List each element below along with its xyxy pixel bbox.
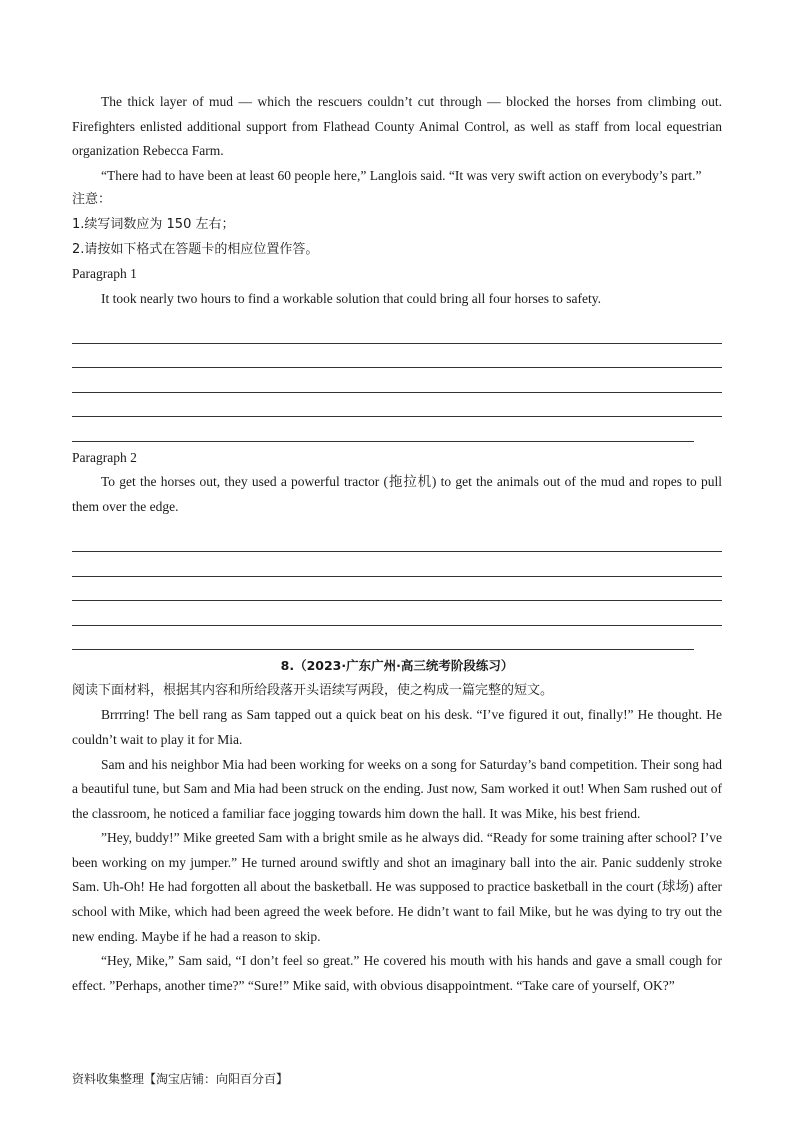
writing-line (72, 368, 722, 393)
question-8-instruction: 阅读下面材料，根据其内容和所给段落开头语续写两段，使之构成一篇完整的短文。 (72, 682, 554, 698)
paragraph2-starter: To get the horses out, they used a powerful tractor (拖拉机) to get the animals out of the mud and ropes to pull them over the edge. (72, 474, 722, 515)
writing-line (72, 344, 722, 369)
story-paragraph-cough: “Hey, Mike,” Sam said, “I don’t feel so great.” He covered his mouth with his hands and gave a small cough for effect. ”Perhaps, another time?” “Sure!” Mike said, with obvious disappointment. “Take care of yourself, OK?” (72, 953, 722, 993)
passage-paragraph-mud: The thick layer of mud — which the rescuers couldn’t cut through — blocked the horses from climbing out. Firefighters enlisted additional support from Flathead County Animal Control, as well as staff from local equestrian organization Rebecca Farm. (72, 94, 722, 159)
paragraph2-writing-lines (72, 528, 722, 651)
writing-line (72, 552, 722, 577)
writing-line (72, 393, 722, 418)
story-paragraph-bell: Brrrring! The bell rang as Sam tapped out a quick beat on his desk. “I’ve figured it out, finally!” He thought. He couldn’t wait to play it for Mia. (72, 707, 722, 747)
writing-line (72, 601, 722, 626)
passage-paragraph-quote: “There had to have been at least 60 people here,” Langlois said. “It was very swift action on everybody’s part.” (101, 167, 702, 183)
story-paragraph-mike: ”Hey, buddy!” Mike greeted Sam with a bright smile as he always did. “Ready for some training after school? I’ve been working on my jumper.” He turned around swiftly and shot an imaginary ball into the air. Panic suddenly stroke Sam. Uh-Oh! He had forgotten all about the basketball. He was supposed to practice basketball in the court (球场) after school with Mike, which had been agreed the week before. He didn’t want to fail Mike, but he was dying to try out the new ending. Maybe if he had a reason to skip. (72, 830, 722, 944)
question-8-heading: 8.（2023·广东广州·高三统考阶段练习） (280, 658, 514, 674)
paragraph1-starter: It took nearly two hours to find a workable solution that could bring all four horses to safety. (101, 290, 602, 306)
document-page (72, 90, 722, 998)
writing-line (72, 626, 694, 651)
paragraph1-writing-lines (72, 319, 722, 442)
page-footer: 资料收集整理【淘宝店铺：向阳百分百】 (72, 1072, 289, 1086)
writing-line (72, 319, 722, 344)
paragraph2-label: Paragraph 2 (72, 449, 137, 465)
story-paragraph-song: Sam and his neighbor Mia had been working for weeks on a song for Saturday’s band competition. Their song had a beautiful tune, but Sam and Mia had been struck on the ending. Just now, Sam worked it out! When Sam rushed out of the classroom, he noticed a familiar face jogging towards him down the hall. It was Mike, his best friend. (72, 756, 722, 821)
notes-title: 注意： (72, 192, 112, 208)
notes-item-format: 2.请按如下格式在答题卡的相应位置作答。 (72, 241, 319, 257)
writing-line (72, 577, 722, 602)
notes-item-word-count: 1.续写词数应为 150 左右； (72, 216, 235, 232)
writing-line (72, 417, 694, 442)
paragraph1-label: Paragraph 1 (72, 266, 137, 282)
writing-line (72, 528, 722, 553)
